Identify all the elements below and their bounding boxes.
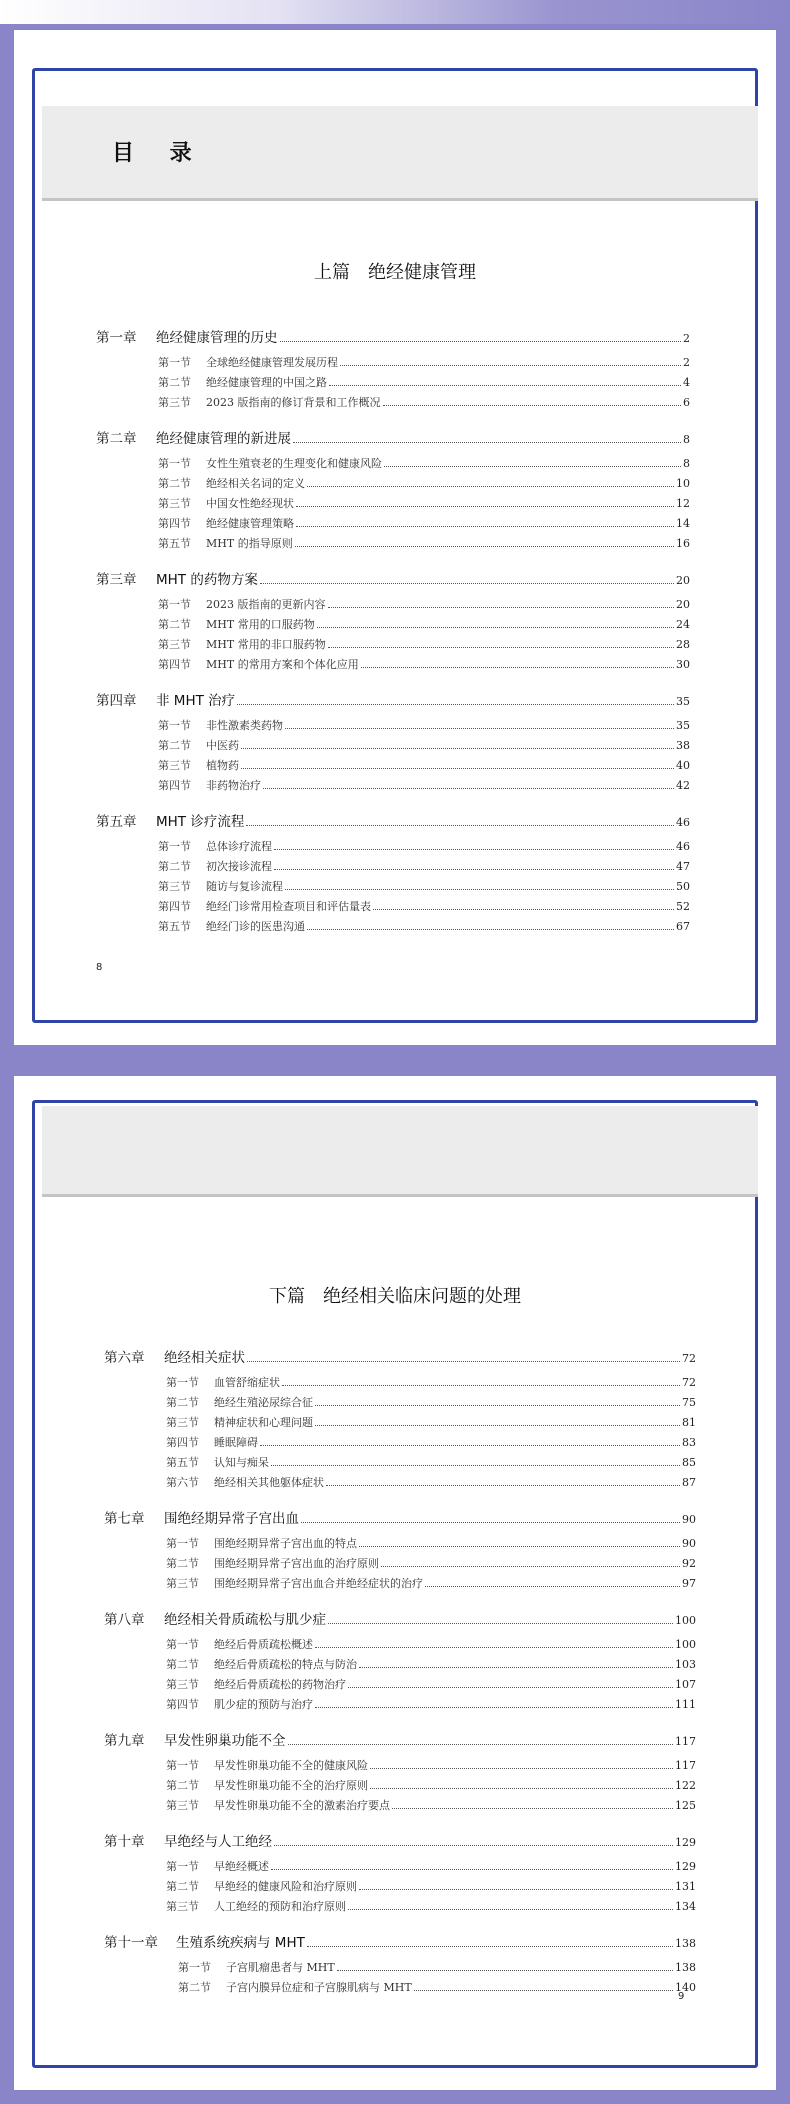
- chapter-title: 生殖系统疾病与 MHT: [176, 1935, 305, 1951]
- section-number: 第一节: [158, 719, 191, 732]
- section-entry[interactable]: [96, 353, 690, 373]
- section-entry[interactable]: [96, 776, 690, 796]
- section-number: 第二节: [158, 376, 191, 389]
- chapter-entry[interactable]: [96, 689, 690, 709]
- chapter-title: 围绝经期异常子宫出血: [164, 1511, 299, 1527]
- dot-leader: [414, 1990, 673, 1991]
- section-number: 第四节: [158, 779, 191, 792]
- dot-leader: [315, 1707, 673, 1708]
- dot-leader: [383, 405, 682, 406]
- chapter-entry[interactable]: [104, 1507, 696, 1527]
- part-1-title: 上篇 绝经健康管理: [314, 262, 476, 283]
- dot-leader: [326, 1485, 680, 1486]
- toc-list-part-1: [96, 326, 690, 937]
- dot-leader: [337, 1970, 673, 1971]
- dot-leader: [246, 825, 674, 826]
- chapter-entry[interactable]: [96, 810, 690, 830]
- section-title: 绝经生殖泌尿综合征: [214, 1396, 313, 1409]
- dot-leader: [295, 546, 674, 547]
- chapter-entry[interactable]: [96, 427, 690, 447]
- section-entry[interactable]: [96, 454, 690, 474]
- section-entry[interactable]: [96, 494, 690, 514]
- dot-leader: [348, 1909, 673, 1910]
- section-page-number: 24: [676, 618, 690, 631]
- chapter-title: 绝经健康管理的历史: [156, 330, 278, 346]
- section-number: 第二节: [178, 1981, 211, 1994]
- section-title: 子宫肌瘤患者与 MHT: [226, 1961, 335, 1974]
- dot-leader: [237, 704, 674, 705]
- dot-leader: [271, 1465, 680, 1466]
- section-number: 第一节: [166, 1638, 199, 1651]
- chapter-entry[interactable]: [104, 1830, 696, 1850]
- section-page-number: 14: [676, 517, 690, 530]
- chapter-number: 第一章: [96, 330, 137, 346]
- section-number: 第二节: [166, 1396, 199, 1409]
- section-entry[interactable]: [96, 393, 690, 413]
- section-entry[interactable]: [104, 1373, 696, 1393]
- section-title: 肌少症的预防与治疗: [214, 1698, 313, 1711]
- section-title: 早绝经的健康风险和治疗原则: [214, 1880, 357, 1893]
- section-title: 中国女性绝经现状: [206, 497, 294, 510]
- section-page-number: 20: [676, 598, 690, 611]
- chapter-number: 第九章: [104, 1733, 145, 1749]
- chapter-entry[interactable]: [104, 1346, 696, 1366]
- section-page-number: 140: [675, 1981, 696, 1994]
- section-number: 第二节: [166, 1658, 199, 1671]
- section-page-number: 107: [675, 1678, 696, 1691]
- section-entry[interactable]: [96, 655, 690, 675]
- section-page-number: 131: [675, 1880, 696, 1893]
- section-title: 绝经门诊的医患沟通: [206, 920, 305, 933]
- toc-page-1: [14, 30, 776, 1045]
- dot-leader: [328, 1623, 673, 1624]
- section-page-number: 81: [682, 1416, 696, 1429]
- chapter-title: 绝经相关症状: [164, 1350, 245, 1366]
- section-number: 第三节: [166, 1577, 199, 1590]
- section-page-number: 129: [675, 1860, 696, 1873]
- dot-leader: [260, 583, 674, 584]
- section-title: 早绝经概述: [214, 1860, 269, 1873]
- chapter-page-number: 46: [676, 816, 690, 829]
- chapter-title: 非 MHT 治疗: [156, 693, 236, 709]
- section-page-number: 103: [675, 1658, 696, 1671]
- section-page-number: 52: [676, 900, 690, 913]
- section-number: 第一节: [158, 457, 191, 470]
- dot-leader: [329, 385, 681, 386]
- section-entry[interactable]: [96, 474, 690, 494]
- section-title: 2023 版指南的修订背景和工作概况: [206, 396, 381, 409]
- section-entry[interactable]: [96, 917, 690, 937]
- section-number: 第一节: [166, 1376, 199, 1389]
- section-title: 初次接诊流程: [206, 860, 272, 873]
- section-title: MHT 的常用方案和个体化应用: [206, 658, 359, 671]
- dot-leader: [359, 1546, 680, 1547]
- section-number: 第三节: [158, 880, 191, 893]
- dot-leader: [274, 1845, 673, 1846]
- section-page-number: 40: [676, 759, 690, 772]
- dot-leader: [301, 1522, 680, 1523]
- section-number: 第三节: [158, 759, 191, 772]
- section-title: 围绝经期异常子宫出血的治疗原则: [214, 1557, 379, 1570]
- section-entry[interactable]: [96, 837, 690, 857]
- section-page-number: 90: [682, 1537, 696, 1550]
- chapter-title: MHT 诊疗流程: [156, 814, 245, 830]
- dot-leader: [241, 748, 674, 749]
- dot-leader: [263, 788, 674, 789]
- section-page-number: 46: [676, 840, 690, 853]
- chapter-number: 第十一章: [104, 1935, 158, 1951]
- section-page-number: 47: [676, 860, 690, 873]
- section-number: 第三节: [158, 638, 191, 651]
- dot-leader: [381, 1566, 680, 1567]
- section-entry[interactable]: [96, 716, 690, 736]
- top-gradient-strip: [0, 0, 790, 24]
- section-number: 第四节: [158, 517, 191, 530]
- section-entry[interactable]: [96, 615, 690, 635]
- section-page-number: 85: [682, 1456, 696, 1469]
- section-number: 第五节: [158, 920, 191, 933]
- chapter-entry[interactable]: [96, 568, 690, 588]
- section-number: 第二节: [158, 860, 191, 873]
- section-title: 绝经门诊常用检查项目和评估量表: [206, 900, 371, 913]
- dot-leader: [307, 1946, 673, 1947]
- section-number: 第五节: [166, 1456, 199, 1469]
- section-title: 绝经相关其他躯体症状: [214, 1476, 324, 1489]
- chapter-number: 第二章: [96, 431, 137, 447]
- section-number: 第一节: [158, 356, 191, 369]
- dot-leader: [370, 1788, 673, 1789]
- dot-leader: [288, 1744, 674, 1745]
- dot-leader: [315, 1647, 673, 1648]
- section-number: 第三节: [166, 1900, 199, 1913]
- section-entry[interactable]: [104, 1796, 696, 1816]
- page-2-header-band: [42, 1106, 758, 1197]
- section-title: MHT 常用的口服药物: [206, 618, 315, 631]
- dot-leader: [384, 466, 681, 467]
- dot-leader: [296, 506, 674, 507]
- section-title: 早发性卵巢功能不全的治疗原则: [214, 1779, 368, 1792]
- section-number: 第二节: [158, 477, 191, 490]
- section-entry[interactable]: [104, 1877, 696, 1897]
- dot-leader: [328, 607, 675, 608]
- dot-leader: [285, 728, 674, 729]
- dot-leader: [307, 486, 674, 487]
- section-page-number: 16: [676, 537, 690, 550]
- chapter-page-number: 117: [675, 1735, 696, 1748]
- section-page-number: 75: [682, 1396, 696, 1409]
- section-page-number: 30: [676, 658, 690, 671]
- chapter-number: 第六章: [104, 1350, 145, 1366]
- dot-leader: [274, 849, 674, 850]
- section-number: 第二节: [166, 1779, 199, 1792]
- dot-leader: [328, 647, 674, 648]
- section-title: 绝经后骨质疏松的特点与防治: [214, 1658, 357, 1671]
- section-entry[interactable]: [96, 877, 690, 897]
- section-entry[interactable]: [96, 736, 690, 756]
- section-page-number: 92: [682, 1557, 696, 1570]
- section-title: 围绝经期异常子宫出血的特点: [214, 1537, 357, 1550]
- section-title: MHT 常用的非口服药物: [206, 638, 326, 651]
- dot-leader: [241, 768, 674, 769]
- section-entry[interactable]: [104, 1635, 696, 1655]
- section-number: 第四节: [166, 1436, 199, 1449]
- toc-list-part-2: [104, 1346, 696, 1998]
- dot-leader: [271, 1869, 673, 1870]
- section-entry[interactable]: [96, 514, 690, 534]
- dot-leader: [285, 889, 674, 890]
- dot-leader: [373, 909, 674, 910]
- section-number: 第一节: [166, 1860, 199, 1873]
- page-1-header-band: [42, 106, 758, 201]
- section-page-number: 42: [676, 779, 690, 792]
- section-entry[interactable]: [96, 373, 690, 393]
- dot-leader: [359, 1667, 673, 1668]
- section-title: 中医药: [206, 739, 239, 752]
- section-entry[interactable]: [104, 1978, 696, 1998]
- section-entry[interactable]: [96, 635, 690, 655]
- section-title: 早发性卵巢功能不全的激素治疗要点: [214, 1799, 390, 1812]
- section-number: 第四节: [158, 658, 191, 671]
- chapter-page-number: 72: [682, 1352, 696, 1365]
- section-number: 第三节: [166, 1416, 199, 1429]
- section-title: 植物药: [206, 759, 239, 772]
- dot-leader: [340, 365, 681, 366]
- section-title: 认知与痴呆: [214, 1456, 269, 1469]
- page-1-number: 8: [96, 962, 103, 973]
- section-title: 精神症状和心理问题: [214, 1416, 313, 1429]
- chapter-page-number: 90: [682, 1513, 696, 1526]
- section-entry[interactable]: [104, 1413, 696, 1433]
- chapter-title: MHT 的药物方案: [156, 572, 258, 588]
- part-2-title: 下篇 绝经相关临床问题的处理: [269, 1286, 521, 1307]
- section-number: 第二节: [158, 618, 191, 631]
- section-title: 2023 版指南的更新内容: [206, 598, 326, 611]
- section-entry[interactable]: [96, 897, 690, 917]
- section-number: 第二节: [166, 1557, 199, 1570]
- section-title: 绝经相关名词的定义: [206, 477, 305, 490]
- section-page-number: 100: [675, 1638, 696, 1651]
- section-page-number: 50: [676, 880, 690, 893]
- section-title: 女性生殖衰老的生理变化和健康风险: [206, 457, 382, 470]
- section-entry[interactable]: [104, 1534, 696, 1554]
- section-number: 第三节: [166, 1678, 199, 1691]
- section-page-number: 134: [675, 1900, 696, 1913]
- section-number: 第五节: [158, 537, 191, 550]
- section-title: 非性激素类药物: [206, 719, 283, 732]
- chapter-number: 第四章: [96, 693, 137, 709]
- chapter-page-number: 100: [675, 1614, 696, 1627]
- chapter-page-number: 8: [683, 433, 690, 446]
- section-title: MHT 的指导原则: [206, 537, 293, 550]
- dot-leader: [392, 1808, 673, 1809]
- toc-heading: 目 录: [112, 141, 206, 166]
- section-number: 第四节: [158, 900, 191, 913]
- section-page-number: 67: [676, 920, 690, 933]
- dot-leader: [247, 1361, 680, 1362]
- section-title: 非药物治疗: [206, 779, 261, 792]
- section-entry[interactable]: [104, 1574, 696, 1594]
- dot-leader: [425, 1586, 680, 1587]
- dot-leader: [282, 1385, 680, 1386]
- dot-leader: [280, 341, 682, 342]
- section-entry[interactable]: [104, 1393, 696, 1413]
- section-page-number: 28: [676, 638, 690, 651]
- section-entry[interactable]: [104, 1776, 696, 1796]
- dot-leader: [359, 1889, 673, 1890]
- dot-leader: [293, 442, 681, 443]
- section-page-number: 12: [676, 497, 690, 510]
- section-number: 第三节: [158, 396, 191, 409]
- chapter-entry[interactable]: [104, 1931, 696, 1951]
- section-title: 全球绝经健康管理发展历程: [206, 356, 338, 369]
- dot-leader: [274, 869, 674, 870]
- section-title: 绝经健康管理的中国之路: [206, 376, 327, 389]
- chapter-page-number: 35: [676, 695, 690, 708]
- section-number: 第一节: [166, 1759, 199, 1772]
- section-page-number: 125: [675, 1799, 696, 1812]
- chapter-page-number: 138: [675, 1937, 696, 1950]
- dot-leader: [370, 1768, 673, 1769]
- dot-leader: [361, 667, 674, 668]
- chapter-page-number: 129: [675, 1836, 696, 1849]
- dot-leader: [315, 1425, 680, 1426]
- dot-leader: [260, 1445, 680, 1446]
- chapter-entry[interactable]: [104, 1729, 696, 1749]
- section-number: 第一节: [158, 840, 191, 853]
- chapter-entry[interactable]: [104, 1608, 696, 1628]
- section-number: 第一节: [178, 1961, 211, 1974]
- dot-leader: [296, 526, 674, 527]
- section-entry[interactable]: [104, 1453, 696, 1473]
- chapter-page-number: 2: [683, 332, 690, 345]
- section-entry[interactable]: [104, 1554, 696, 1574]
- section-entry[interactable]: [104, 1675, 696, 1695]
- toc-page-2: [14, 1076, 776, 2090]
- chapter-title: 早绝经与人工绝经: [164, 1834, 272, 1850]
- section-page-number: 6: [683, 396, 690, 409]
- section-page-number: 38: [676, 739, 690, 752]
- section-page-number: 83: [682, 1436, 696, 1449]
- chapter-title: 绝经健康管理的新进展: [156, 431, 291, 447]
- section-title: 早发性卵巢功能不全的健康风险: [214, 1759, 368, 1772]
- section-page-number: 10: [676, 477, 690, 490]
- section-number: 第一节: [166, 1537, 199, 1550]
- section-number: 第四节: [166, 1698, 199, 1711]
- chapter-entry[interactable]: [96, 326, 690, 346]
- section-number: 第二节: [158, 739, 191, 752]
- section-page-number: 8: [683, 457, 690, 470]
- section-number: 第六节: [166, 1476, 199, 1489]
- dot-leader: [307, 929, 674, 930]
- dot-leader: [315, 1405, 680, 1406]
- section-title: 人工绝经的预防和治疗原则: [214, 1900, 346, 1913]
- section-page-number: 117: [675, 1759, 696, 1772]
- section-entry[interactable]: [104, 1695, 696, 1715]
- section-title: 血管舒缩症状: [214, 1376, 280, 1389]
- page-2-number: 9: [678, 1991, 685, 2002]
- section-page-number: 72: [682, 1376, 696, 1389]
- section-entry[interactable]: [104, 1655, 696, 1675]
- section-page-number: 122: [675, 1779, 696, 1792]
- section-number: 第一节: [158, 598, 191, 611]
- chapter-number: 第七章: [104, 1511, 145, 1527]
- section-title: 绝经后骨质疏松的药物治疗: [214, 1678, 346, 1691]
- section-page-number: 97: [682, 1577, 696, 1590]
- section-entry[interactable]: [104, 1958, 696, 1978]
- section-number: 第三节: [158, 497, 191, 510]
- section-page-number: 2: [683, 356, 690, 369]
- section-page-number: 111: [675, 1698, 696, 1711]
- section-entry[interactable]: [96, 595, 690, 615]
- dot-leader: [317, 627, 674, 628]
- section-entry[interactable]: [96, 534, 690, 554]
- chapter-number: 第三章: [96, 572, 137, 588]
- chapter-title: 绝经相关骨质疏松与肌少症: [164, 1612, 326, 1628]
- section-title: 睡眠障碍: [214, 1436, 258, 1449]
- section-entry[interactable]: [96, 857, 690, 877]
- chapter-number: 第八章: [104, 1612, 145, 1628]
- section-page-number: 87: [682, 1476, 696, 1489]
- section-page-number: 138: [675, 1961, 696, 1974]
- section-entry[interactable]: [104, 1473, 696, 1493]
- dot-leader: [348, 1687, 673, 1688]
- chapter-number: 第十章: [104, 1834, 145, 1850]
- section-entry[interactable]: [104, 1756, 696, 1776]
- section-page-number: 4: [683, 376, 690, 389]
- section-entry[interactable]: [96, 756, 690, 776]
- section-title: 绝经健康管理策略: [206, 517, 294, 530]
- section-entry[interactable]: [104, 1433, 696, 1453]
- section-entry[interactable]: [104, 1857, 696, 1877]
- chapter-title: 早发性卵巢功能不全: [164, 1733, 286, 1749]
- section-number: 第二节: [166, 1880, 199, 1893]
- section-title: 随访与复诊流程: [206, 880, 283, 893]
- section-title: 总体诊疗流程: [206, 840, 272, 853]
- chapter-number: 第五章: [96, 814, 137, 830]
- section-page-number: 35: [676, 719, 690, 732]
- chapter-page-number: 20: [676, 574, 690, 587]
- section-title: 绝经后骨质疏松概述: [214, 1638, 313, 1651]
- section-title: 围绝经期异常子宫出血合并绝经症状的治疗: [214, 1577, 423, 1590]
- section-entry[interactable]: [104, 1897, 696, 1917]
- section-title: 子宫内膜异位症和子宫腺肌病与 MHT: [226, 1981, 412, 1994]
- section-number: 第三节: [166, 1799, 199, 1812]
